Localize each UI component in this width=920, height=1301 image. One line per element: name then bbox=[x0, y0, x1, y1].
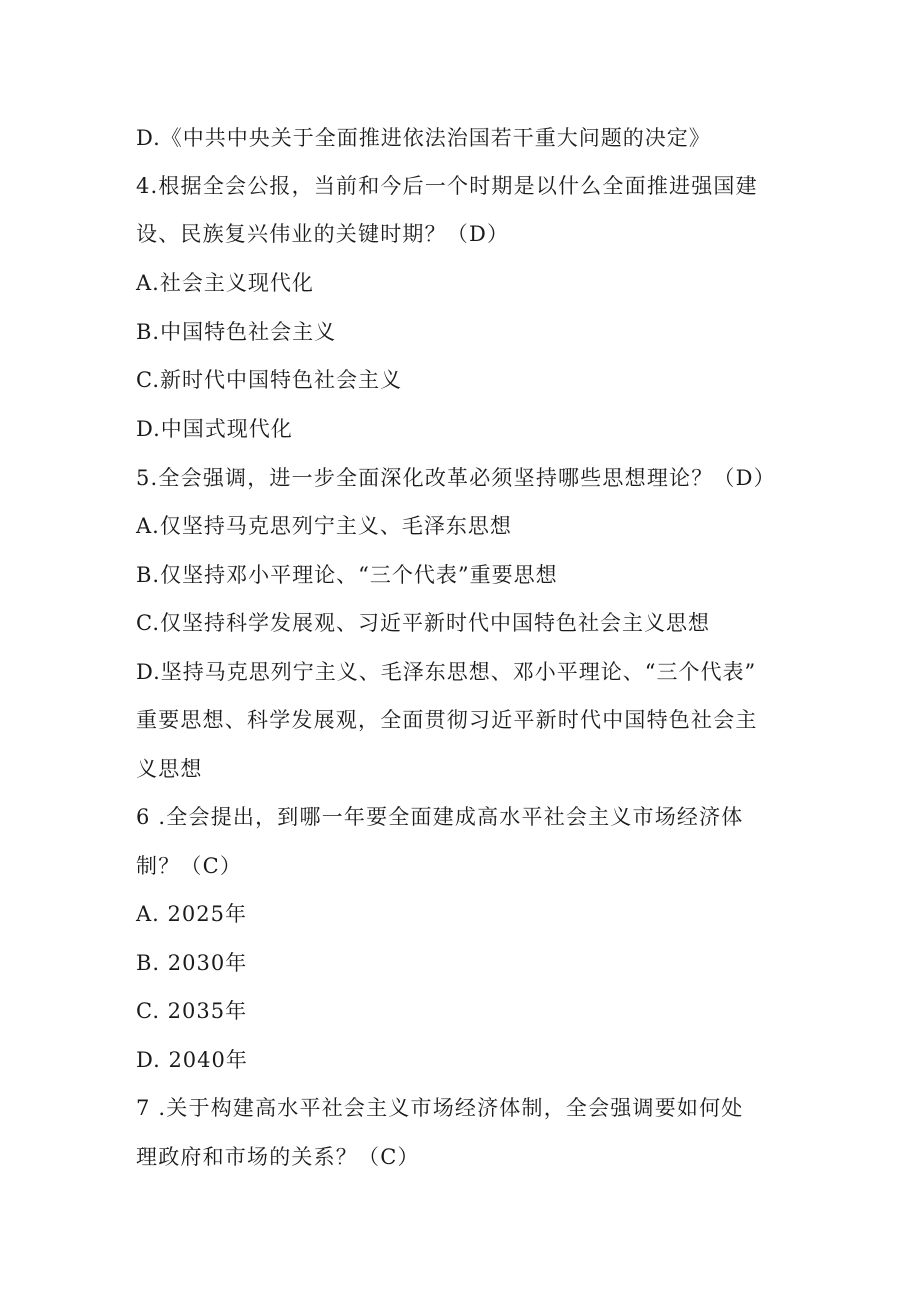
q5-option-c: C.仅坚持科学发展观、习近平新时代中国特色社会主义思想 bbox=[136, 611, 710, 635]
q3-option-d: D.《中共中央关于全面推进依法治国若干重大问题的决定》 bbox=[136, 126, 711, 150]
q6-option-c: C. 2035年 bbox=[136, 999, 248, 1023]
q6-option-b: B. 2030年 bbox=[136, 951, 248, 975]
q6-question-line-1: 6 .全会提出，到哪一年要全面建成高水平社会主义市场经济体 bbox=[136, 805, 744, 829]
q4-option-b: B.中国特色社会主义 bbox=[136, 320, 337, 344]
q5-option-b: B.仅坚持邓小平理论、“三个代表”重要思想 bbox=[136, 563, 558, 587]
q5-option-a: A.仅坚持马克思列宁主义、毛泽东思想 bbox=[136, 514, 512, 538]
q6-question-line-2: 制？（C） bbox=[136, 854, 243, 878]
q7-question-line-2: 理政府和市场的关系？（C） bbox=[136, 1145, 420, 1169]
q6-option-d: D. 2040年 bbox=[136, 1048, 248, 1072]
q4-option-d: D.中国式现代化 bbox=[136, 417, 293, 441]
q5-question: 5.全会强调，进一步全面深化改革必须坚持哪些思想理论？（D） bbox=[136, 466, 776, 490]
q5-option-d-line-3: 义思想 bbox=[136, 757, 203, 781]
q5-option-d-line-2: 重要思想、科学发展观，全面贯彻习近平新时代中国特色社会主 bbox=[136, 708, 758, 732]
q5-option-d-line-1: D.坚持马克思列宁主义、毛泽东思想、邓小平理论、“三个代表” bbox=[136, 660, 757, 684]
q4-question-line-2: 设、民族复兴伟业的关键时期？（D） bbox=[136, 222, 510, 246]
q4-question-line-1: 4.根据全会公报，当前和今后一个时期是以什么全面推进强国建 bbox=[136, 174, 758, 198]
q4-option-a: A.社会主义现代化 bbox=[136, 271, 314, 295]
q4-option-c: C.新时代中国特色社会主义 bbox=[136, 368, 402, 392]
q6-option-a: A. 2025年 bbox=[136, 902, 247, 926]
q7-question-line-1: 7 .关于构建高水平社会主义市场经济体制，全会强调要如何处 bbox=[136, 1096, 744, 1120]
